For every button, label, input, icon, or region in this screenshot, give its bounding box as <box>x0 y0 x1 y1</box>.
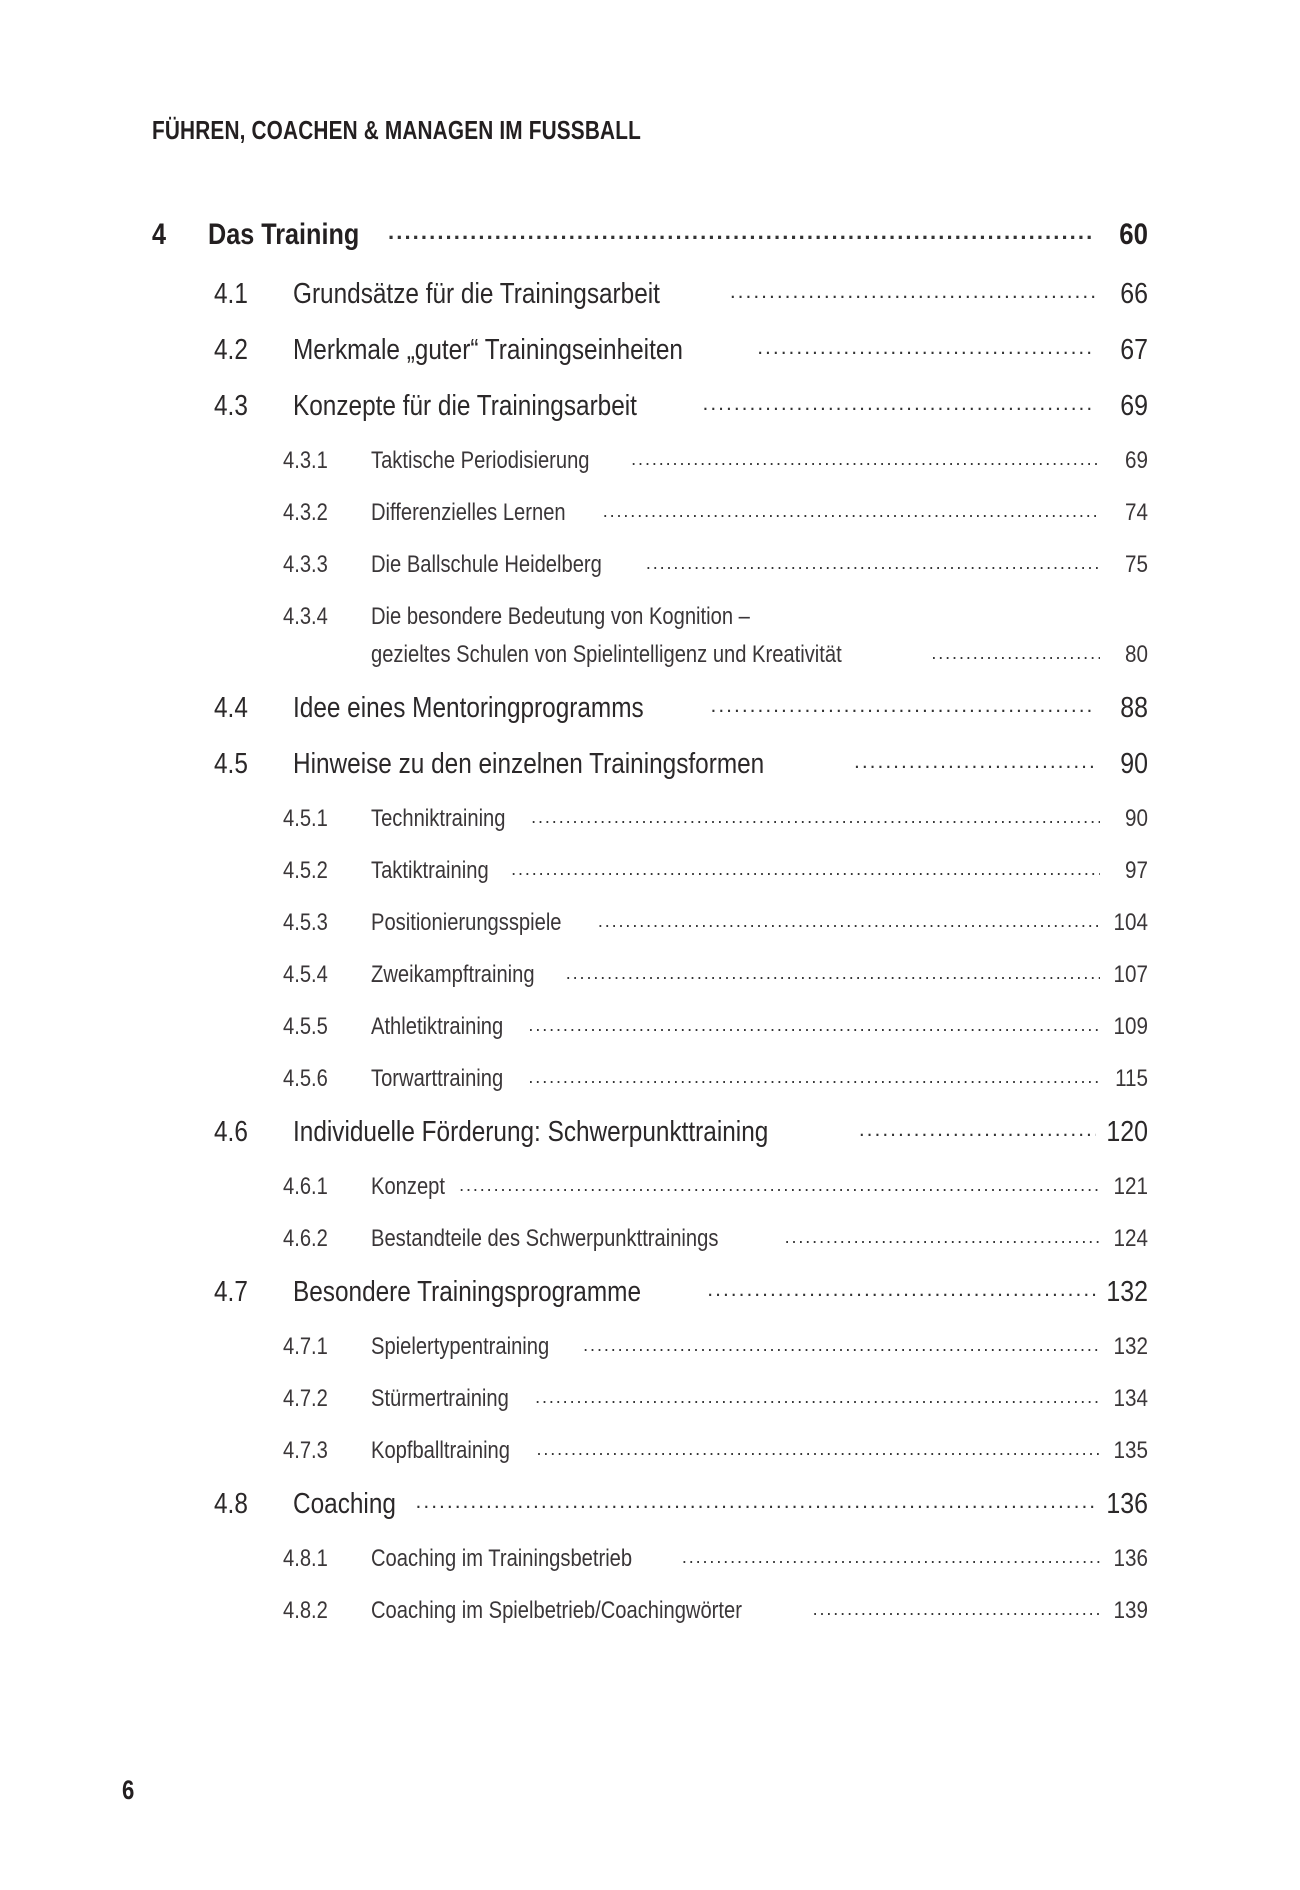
toc-entry-page: 90 <box>1125 805 1148 832</box>
toc-entry-title: Grundsätze für die Trainingsarbeit <box>293 278 660 310</box>
toc-entry-page: 69 <box>1120 390 1148 422</box>
toc-entry-page: 120 <box>1106 1116 1148 1148</box>
toc-entry-page: 135 <box>1113 1437 1148 1464</box>
toc-entry-number: 4.2 <box>214 334 248 366</box>
toc-entry-number: 4.7.1 <box>283 1333 328 1360</box>
toc-entry-number: 4.7.3 <box>283 1437 328 1464</box>
toc-leader-dots <box>603 496 1100 526</box>
toc-entry-page: 90 <box>1120 748 1148 780</box>
toc-entry-title: Die Ballschule Heidelberg <box>371 551 602 578</box>
toc-entry-number: 4.5.2 <box>283 857 328 884</box>
toc-entry-number: 4.7.2 <box>283 1385 328 1412</box>
toc-entry[interactable] <box>152 446 1148 476</box>
toc-entry-page: 74 <box>1125 499 1148 526</box>
toc-entry-title: Differenzielles Lernen <box>371 499 566 526</box>
toc-entry-number: 4.5.5 <box>283 1013 328 1040</box>
toc-entry-page: 66 <box>1120 278 1148 310</box>
toc-leader-dots <box>566 958 1100 988</box>
toc-entry[interactable] <box>152 218 1148 252</box>
toc-entry-title: Merkmale „guter“ Trainingseinheiten <box>293 334 683 366</box>
toc-entry[interactable] <box>152 1384 1148 1414</box>
toc-entry-title: Coaching im Trainingsbetrieb <box>371 1545 633 1572</box>
toc-entry-number: 4.5.1 <box>283 805 328 832</box>
toc-entry[interactable] <box>152 1064 1148 1094</box>
toc-entry-page: 124 <box>1113 1225 1148 1252</box>
toc-leader-dots <box>531 802 1100 832</box>
toc-entry-page: 104 <box>1113 909 1148 936</box>
toc-entry-title: Techniktraining <box>371 805 506 832</box>
toc-entry-title: Hinweise zu den einzelnen Trainingsformen <box>293 748 765 780</box>
toc-entry-page: 136 <box>1106 1488 1148 1520</box>
toc-entry-page: 132 <box>1113 1333 1148 1360</box>
toc-entry-title-continued: gezieltes Schulen von Spielintelligenz und Kreativität <box>371 641 842 668</box>
toc-entry-page: 136 <box>1113 1545 1148 1572</box>
toc-entry-page: 88 <box>1120 692 1148 724</box>
toc-entry-page: 60 <box>1119 218 1148 251</box>
toc-entry-title: Zweikampftraining <box>371 961 535 988</box>
toc-entry-number: 4.3.2 <box>283 499 328 526</box>
table-of-contents <box>152 218 1148 1648</box>
toc-entry-title: Taktiktraining <box>371 857 489 884</box>
toc-leader-dots <box>416 1485 1096 1518</box>
toc-entry[interactable] <box>152 1544 1148 1574</box>
toc-entry-page: 67 <box>1120 334 1148 366</box>
toc-leader-dots <box>528 1010 1100 1040</box>
toc-entry-number: 4.3.3 <box>283 551 328 578</box>
toc-entry-title: Torwarttraining <box>371 1065 504 1092</box>
toc-entry-page: 69 <box>1125 447 1148 474</box>
toc-leader-dots <box>854 745 1096 778</box>
toc-leader-dots <box>757 331 1096 364</box>
toc-entry-number: 4.8.2 <box>283 1597 328 1624</box>
toc-entry-number: 4.8 <box>214 1488 248 1520</box>
toc-leader-dots <box>535 1382 1100 1412</box>
toc-leader-dots <box>785 1222 1100 1252</box>
toc-leader-dots <box>730 275 1096 308</box>
toc-entry-page: 134 <box>1113 1385 1148 1412</box>
toc-entry-title: Konzepte für die Trainingsarbeit <box>293 390 637 422</box>
toc-entry-number: 4.3 <box>214 390 248 422</box>
toc-entry-page: 97 <box>1125 857 1148 884</box>
toc-entry-number: 4 <box>152 218 167 251</box>
toc-leader-dots <box>710 689 1096 722</box>
toc-entry[interactable] <box>152 498 1148 528</box>
toc-entry[interactable] <box>152 390 1148 423</box>
page-folio-number: 6 <box>122 1775 135 1805</box>
toc-entry-title: Taktische Periodisierung <box>371 447 590 474</box>
toc-entry-number: 4.5.6 <box>283 1065 328 1092</box>
toc-entry-title: Das Training <box>208 218 360 251</box>
toc-leader-dots <box>707 1273 1096 1306</box>
toc-entry[interactable] <box>152 1332 1148 1362</box>
toc-entry-page: 132 <box>1106 1276 1148 1308</box>
toc-entry-number: 4.7 <box>214 1276 248 1308</box>
toc-leader-dots <box>459 1170 1100 1200</box>
toc-entry-title: Coaching im Spielbetrieb/Coachingwörter <box>371 1597 742 1624</box>
toc-entry-number: 4.6.2 <box>283 1225 328 1252</box>
toc-entry[interactable] <box>152 1224 1148 1254</box>
toc-leader-dots <box>631 444 1100 474</box>
toc-entry[interactable] <box>152 1596 1148 1626</box>
toc-entry[interactable] <box>152 278 1148 311</box>
toc-entry-title: Coaching <box>293 1488 396 1520</box>
toc-entry[interactable] <box>152 1172 1148 1202</box>
toc-entry-page: 115 <box>1115 1065 1148 1092</box>
toc-entry-page: 109 <box>1113 1013 1148 1040</box>
toc-entry-title: Individuelle Förderung: Schwerpunkttraining <box>293 1116 769 1148</box>
toc-entry-number: 4.8.1 <box>283 1545 328 1572</box>
toc-entry-number: 4.5.3 <box>283 909 328 936</box>
toc-entry-page: 75 <box>1125 551 1148 578</box>
toc-entry-number: 4.5 <box>214 748 248 780</box>
toc-leader-dots <box>528 1062 1100 1092</box>
toc-entry-title: Besondere Trainingsprogramme <box>293 1276 641 1308</box>
toc-entry-number: 4.1 <box>214 278 248 310</box>
toc-leader-dots <box>583 1330 1100 1360</box>
toc-leader-dots <box>598 906 1100 936</box>
toc-entry-title: Idee eines Mentoringprogramms <box>293 692 644 724</box>
toc-leader-dots <box>388 215 1092 249</box>
toc-leader-dots <box>702 387 1096 420</box>
toc-leader-dots <box>813 1594 1100 1624</box>
toc-entry-title: Positionierungsspiele <box>371 909 562 936</box>
toc-entry[interactable] <box>152 908 1148 938</box>
toc-entry[interactable] <box>152 804 1148 834</box>
toc-leader-dots <box>931 638 1100 668</box>
toc-entry[interactable] <box>152 1488 1148 1521</box>
toc-entry[interactable] <box>152 960 1148 990</box>
toc-entry-title: Die besondere Bedeutung von Kognition – <box>371 603 750 630</box>
toc-entry-number: 4.6.1 <box>283 1173 328 1200</box>
toc-entry-number: 4.5.4 <box>283 961 328 988</box>
toc-leader-dots <box>536 1434 1100 1464</box>
toc-entry[interactable] <box>152 748 1148 781</box>
toc-entry[interactable] <box>152 550 1148 580</box>
toc-leader-dots <box>859 1113 1096 1146</box>
toc-entry-number: 4.3.4 <box>283 603 328 630</box>
toc-entry[interactable] <box>152 334 1148 367</box>
toc-entry[interactable] <box>152 1012 1148 1042</box>
toc-leader-dots <box>682 1542 1100 1572</box>
running-head: FÜHREN, COACHEN & MANAGEN IM FUSSBALL <box>152 115 641 145</box>
toc-entry[interactable] <box>152 1116 1148 1149</box>
toc-entry-title: Bestandteile des Schwerpunkttrainings <box>371 1225 719 1252</box>
toc-entry[interactable] <box>152 602 1148 670</box>
toc-entry-page: 80 <box>1125 641 1148 668</box>
toc-entry-page: 121 <box>1113 1173 1148 1200</box>
toc-entry-page: 107 <box>1113 961 1148 988</box>
toc-entry-title: Konzept <box>371 1173 445 1200</box>
toc-entry[interactable] <box>152 1276 1148 1309</box>
toc-leader-dots <box>646 548 1100 578</box>
toc-entry-number: 4.6 <box>214 1116 248 1148</box>
toc-entry-title: Athletiktraining <box>371 1013 504 1040</box>
toc-entry-title: Spielertypentraining <box>371 1333 550 1360</box>
toc-entry-page: 139 <box>1113 1597 1148 1624</box>
toc-entry[interactable] <box>152 856 1148 886</box>
toc-entry-title: Kopfballtraining <box>371 1437 510 1464</box>
toc-entry-title: Stürmertraining <box>371 1385 509 1412</box>
toc-leader-dots <box>511 854 1100 884</box>
toc-entry-number: 4.3.1 <box>283 447 328 474</box>
toc-entry-number: 4.4 <box>214 692 248 724</box>
toc-entry[interactable] <box>152 1436 1148 1466</box>
toc-entry[interactable] <box>152 692 1148 725</box>
